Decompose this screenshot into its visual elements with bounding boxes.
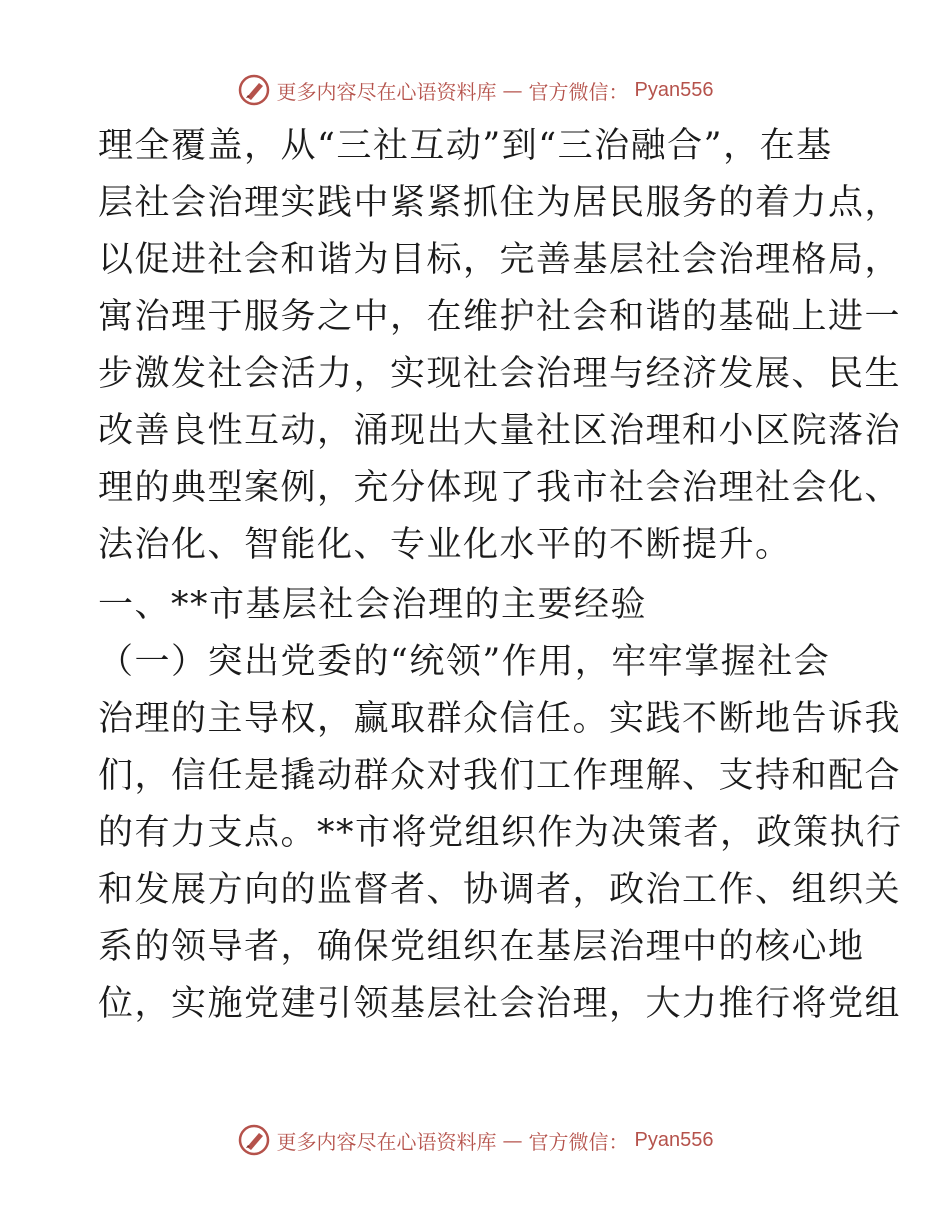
- pen-logo-icon: [237, 1123, 271, 1157]
- subsection-heading-line: （一）突出党委的“统领”作用，牢牢掌握社会: [98, 642, 831, 682]
- header-separator: —: [502, 78, 523, 102]
- footer-site-text: 更多内容尽在心语资料库: [276, 1129, 497, 1154]
- header-watermark: [0, 70, 950, 110]
- pen-logo-icon: [237, 73, 271, 107]
- footer-wechat-id: Pyan556: [634, 1128, 714, 1151]
- body-line: 层社会治理实践中紧紧抓住为居民服务的着力点，: [98, 183, 902, 223]
- body-line: 理的典型案例，充分体现了我市社会治理社会化、: [98, 468, 902, 508]
- body-line: 治理的主导权，赢取群众信任。实践不断地告诉我: [98, 699, 902, 739]
- body-line: 系的领导者，确保党组织在基层治理中的核心地: [98, 927, 865, 967]
- body-line: 法治化、智能化、专业化水平的不断提升。: [98, 525, 792, 565]
- body-line: 寓治理于服务之中，在维护社会和谐的基础上进一: [98, 297, 902, 337]
- header-wechat-id: Pyan556: [634, 78, 714, 101]
- body-line: 位，实施党建引领基层社会治理，大力推行将党组: [98, 984, 902, 1024]
- body-line: 的有力支点。**市将党组织作为决策者，政策执行: [98, 813, 903, 853]
- body-line: 和发展方向的监督者、协调者，政治工作、组织关: [98, 870, 902, 910]
- section-heading: 一、**市基层社会治理的主要经验: [98, 585, 648, 625]
- header-site-text: 更多内容尽在心语资料库: [276, 79, 497, 104]
- footer-separator: —: [502, 1128, 523, 1152]
- body-line: 步激发社会活力，实现社会治理与经济发展、民生: [98, 354, 902, 394]
- body-line: 以促进社会和谐为目标，完善基层社会治理格局，: [98, 240, 902, 280]
- body-line: 理全覆盖，从“三社互动”到“三治融合”，在基: [98, 126, 833, 166]
- body-line: 们，信任是撬动群众对我们工作理解、支持和配合: [98, 756, 902, 796]
- footer-watermark: [0, 1120, 950, 1160]
- body-line: 改善良性互动，涌现出大量社区治理和小区院落治: [98, 411, 902, 451]
- footer-wechat-label: 官方微信：: [528, 1129, 629, 1154]
- document-body: [98, 118, 903, 1033]
- header-wechat-label: 官方微信：: [528, 79, 629, 104]
